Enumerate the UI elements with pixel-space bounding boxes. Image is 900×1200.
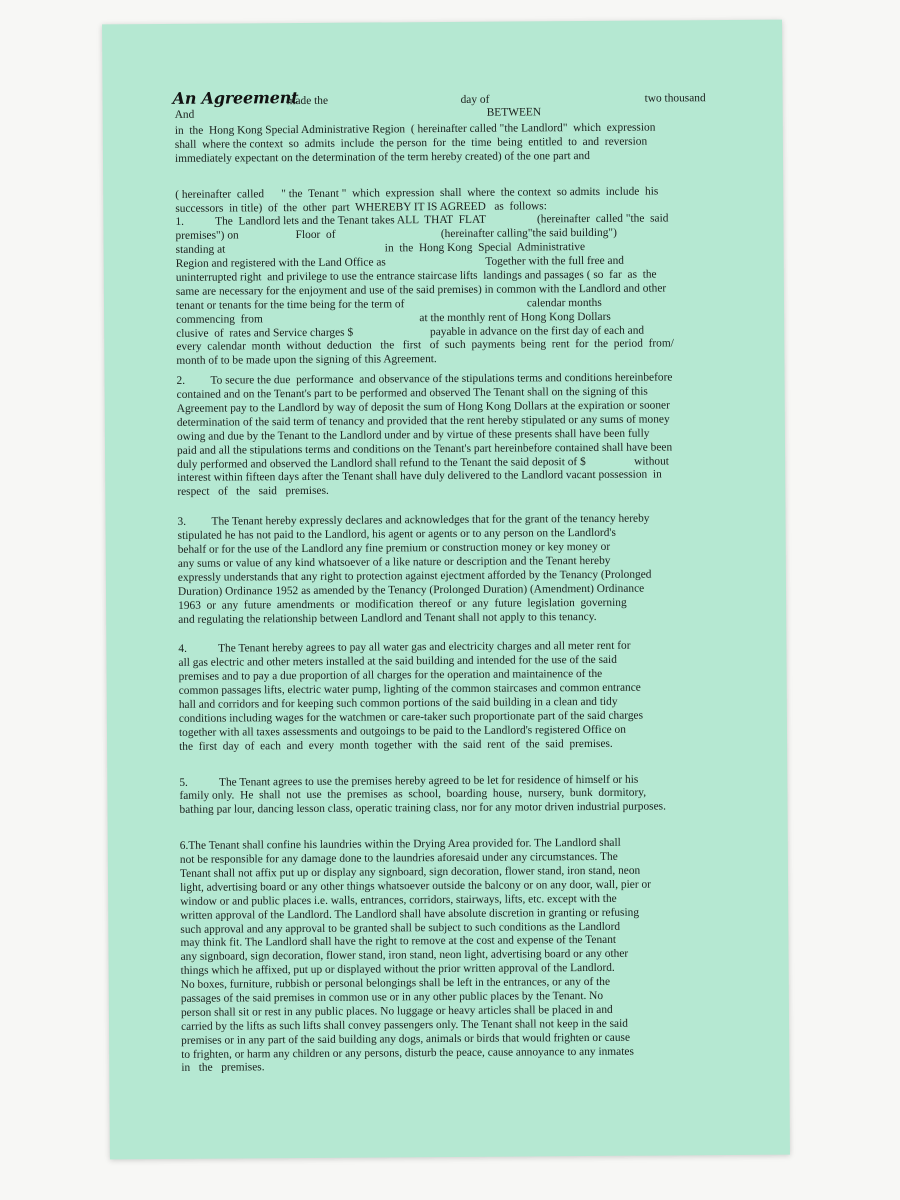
- clause-line: Region and registered with the Land Office as Together with the full free and: [175, 254, 625, 271]
- clause-line: every calendar month without deduction the first of such payments being rent for the period from/: [176, 337, 674, 354]
- and-label: And: [174, 108, 195, 121]
- clause-line: 2. To secure the due performance and observance of the stipulations terms and conditions hereinbefore: [176, 371, 673, 388]
- clause-line: contained and on the Tenant's part to be performed and observed The Tenant shall on the signing of this: [176, 385, 648, 402]
- clause-line: behalf or for the use of the Landlord any fine premium or construction money or key money or: [177, 540, 611, 556]
- recital-line: in the Hong Kong Special Administrative Region ( hereinafter called "the Landlord" which expression: [174, 121, 656, 137]
- clause-line: Agreement pay to the Landlord by way of deposit the sum of Hong Kong Dollars at the expiration or sooner: [176, 399, 670, 415]
- clause-line: window or and public places i.e. walls, entrances, corridors, stairways, lifts, etc. except with the: [180, 892, 617, 908]
- clause-line: any signboard, sign decoration, flower stand, iron stand, neon light, advertising board or any other: [180, 948, 629, 964]
- clause-line: light, advertising board or any other things whatsoever outside the balcony or on any door, wall, pier or: [180, 878, 651, 894]
- clause-line: any sums or value of any kind whatsoever of a like nature or description and the Tenant hereby: [177, 554, 611, 570]
- clause-line: respect of the said premises.: [177, 485, 329, 499]
- clause-line: commencing from at the monthly rent of Hong Kong Dollars: [176, 310, 611, 326]
- clause-2: [176, 371, 729, 500]
- tenant-clause-line: ( hereinafter called " the Tenant " which expression shall where the context so admits include his: [175, 185, 659, 201]
- recital: [175, 121, 727, 167]
- clause-line: in the premises.: [181, 1061, 265, 1075]
- clause-line: 1. The Landlord lets and the Tenant takes ALL THAT FLAT (hereinafter called "the said: [175, 212, 669, 229]
- clause-line: 1963 or any future amendments or modification thereof or any future legislation governing: [178, 596, 627, 612]
- clause-3: [177, 512, 730, 627]
- clause-line: all gas electric and other meters installed at the said building and intended for the use of the said: [178, 654, 617, 670]
- clause-line: clusive of rates and Service charges $ payable in advance on the first day of each and: [176, 324, 645, 340]
- clause-line: premises and to pay a due proportion of all charges for the operation and maintainence of the: [178, 668, 603, 684]
- clause-line: passages of the said premises in common use or in any other public places by the Tenant. No: [180, 989, 604, 1005]
- clause-line: paid and all the stipulations terms and conditions on the Tenant's part hereinbefore contained shall have been: [176, 441, 673, 457]
- clause-line: may think fit. The Landlord shall have the right to remove at the cost and expense of the Tenant: [180, 934, 617, 950]
- document-title: An Agreement: [172, 88, 299, 108]
- two-thousand-label: two thousand: [644, 92, 706, 105]
- clause-line: person shall sit or rest in any public places. No luggage or heavy articles shall be placed in and: [180, 1003, 613, 1019]
- clause-line: Duration) Ordinance 1952 as amended by the Tenancy (Prolonged Duration) (Amendment) Ordinance: [177, 582, 645, 598]
- clause-line: standing at in the Hong Kong Special Administrative: [175, 241, 586, 257]
- recital-line: immediately expectant on the determination of the term hereby created) of the one part and: [174, 149, 590, 165]
- agreement-document: [172, 88, 734, 1076]
- clause-line: month of to be made upon the signing of this Agreement.: [176, 353, 437, 368]
- clause-line: to frighten, or harm any children or any persons, disturb the peace, cause annoyance to any inmates: [181, 1045, 634, 1061]
- clause-4: [178, 639, 731, 754]
- clause-line: 5. The Tenant agrees to use the premises hereby agreed to be let for residence of himself or his: [179, 773, 639, 789]
- clause-line: not be responsible for any damage done to the laundries aforesaid under any circumstances. The: [179, 850, 618, 866]
- clause-line: things which he affixed, put up or displayed without the prior written approval of the Landlord.: [180, 962, 615, 978]
- clause-line: expressly understands that any right to protection against ejectment afforded by the Tenancy (Prolonged: [177, 568, 652, 584]
- clause-5: [179, 773, 731, 819]
- clause-line: and regulating the relationship between Landlord and Tenant shall not apply to this tenancy.: [178, 610, 597, 626]
- clause-line: conditions including wages for the watchmen or care-taker such proportionate part of the said charges: [178, 709, 644, 725]
- tenant-clause: [175, 185, 727, 217]
- agreement-paper: [102, 20, 790, 1160]
- clause-line: owing and due by the Tenant to the Landlord under and by virtue of these presents shall have been fully: [176, 427, 650, 443]
- clause-line: 3. The Tenant hereby expressly declares and acknowledges that for the grant of the tenancy hereby: [177, 512, 650, 529]
- clause-line: tenant or tenants for the time being for the term of calendar months: [175, 296, 602, 312]
- tenant-clause-line: successors in title) of the other part WHEREBY IT IS AGREED as follows:: [175, 199, 547, 215]
- clause-line: carried by the lifts as such lifts shall convey passengers only. The Tenant shall not keep in the said: [181, 1017, 628, 1033]
- clause-line: common passages lifts, electric water pump, lighting of the common staircases and common entrance: [178, 681, 641, 697]
- clause-line: interest within fifteen days after the Tenant shall have duly delivered to the Landlord vacant possession in: [177, 468, 662, 485]
- clause-line: written approval of the Landlord. The Landlord shall have absolute discretion in granting or refusing: [180, 906, 640, 922]
- clause-1: [175, 212, 728, 369]
- clause-line: duly performed and observed the Landlord shall refund to the Tenant the said deposit of $ without: [177, 455, 669, 471]
- clause-line: together with all taxes assessments and outgoings to be paid to the Landlord's registered Office on: [178, 723, 626, 739]
- clause-line: premises") on Floor of (hereinafter calling"the said building"): [175, 227, 617, 243]
- clause-line: 4. The Tenant hereby agrees to pay all water gas and electricity charges and all meter rent for: [178, 640, 631, 656]
- clause-line: such approval and any approval to be granted shall be subject to such conditions as the Landlord: [180, 920, 621, 936]
- made-the-label: made the: [286, 94, 329, 108]
- clause-line: No boxes, furniture, rubbish or personal belongings shall be left in the entrances, or any of the: [180, 975, 611, 991]
- clause-line: bathing par lour, dancing lesson class, operatic training class, nor for any motor driven industrial purposes.: [179, 800, 666, 817]
- clause-line: hall and corridors and for keeping such common portions of the said building in a clean and tidy: [178, 695, 618, 711]
- clause-6: [180, 836, 734, 1076]
- clause-line: the first day of each and every month together with the said rent of the said premises.: [179, 737, 613, 753]
- clause-line: family only. He shall not use the premises as school, boarding house, nursery, bunk dormitory,: [179, 787, 647, 803]
- clause-line: premises or in any part of the said building any dogs, animals or birds that would frighten or cause: [181, 1031, 631, 1047]
- clause-line: Tenant shall not affix put up or display any signboard, sign decoration, flower stand, iron stand, neon: [179, 864, 641, 880]
- clause-line: determination of the said term of tenancy and provided that the rent hereby stipulated or any sums of money: [176, 413, 670, 429]
- between-label: BETWEEN: [486, 106, 542, 119]
- clause-line: stipulated he has not paid to the Landlord, his agent or agents or to any person on the Landlord's: [177, 526, 616, 543]
- recital-line: shall where the context so admits include the person for the time being entitled to and reversion: [174, 135, 648, 151]
- day-of-label: day of: [460, 93, 490, 106]
- clause-line: same are necessary for the enjoyment and use of the said premises) in common with the Landlord and other: [175, 282, 667, 298]
- clause-line: 6.The Tenant shall confine his laundries within the Drying Area provided for. The Landlord shall: [179, 836, 621, 853]
- clause-line: uninterrupted right and privilege to use the entrance staircase lifts landings and passages ( so far as the: [175, 268, 657, 284]
